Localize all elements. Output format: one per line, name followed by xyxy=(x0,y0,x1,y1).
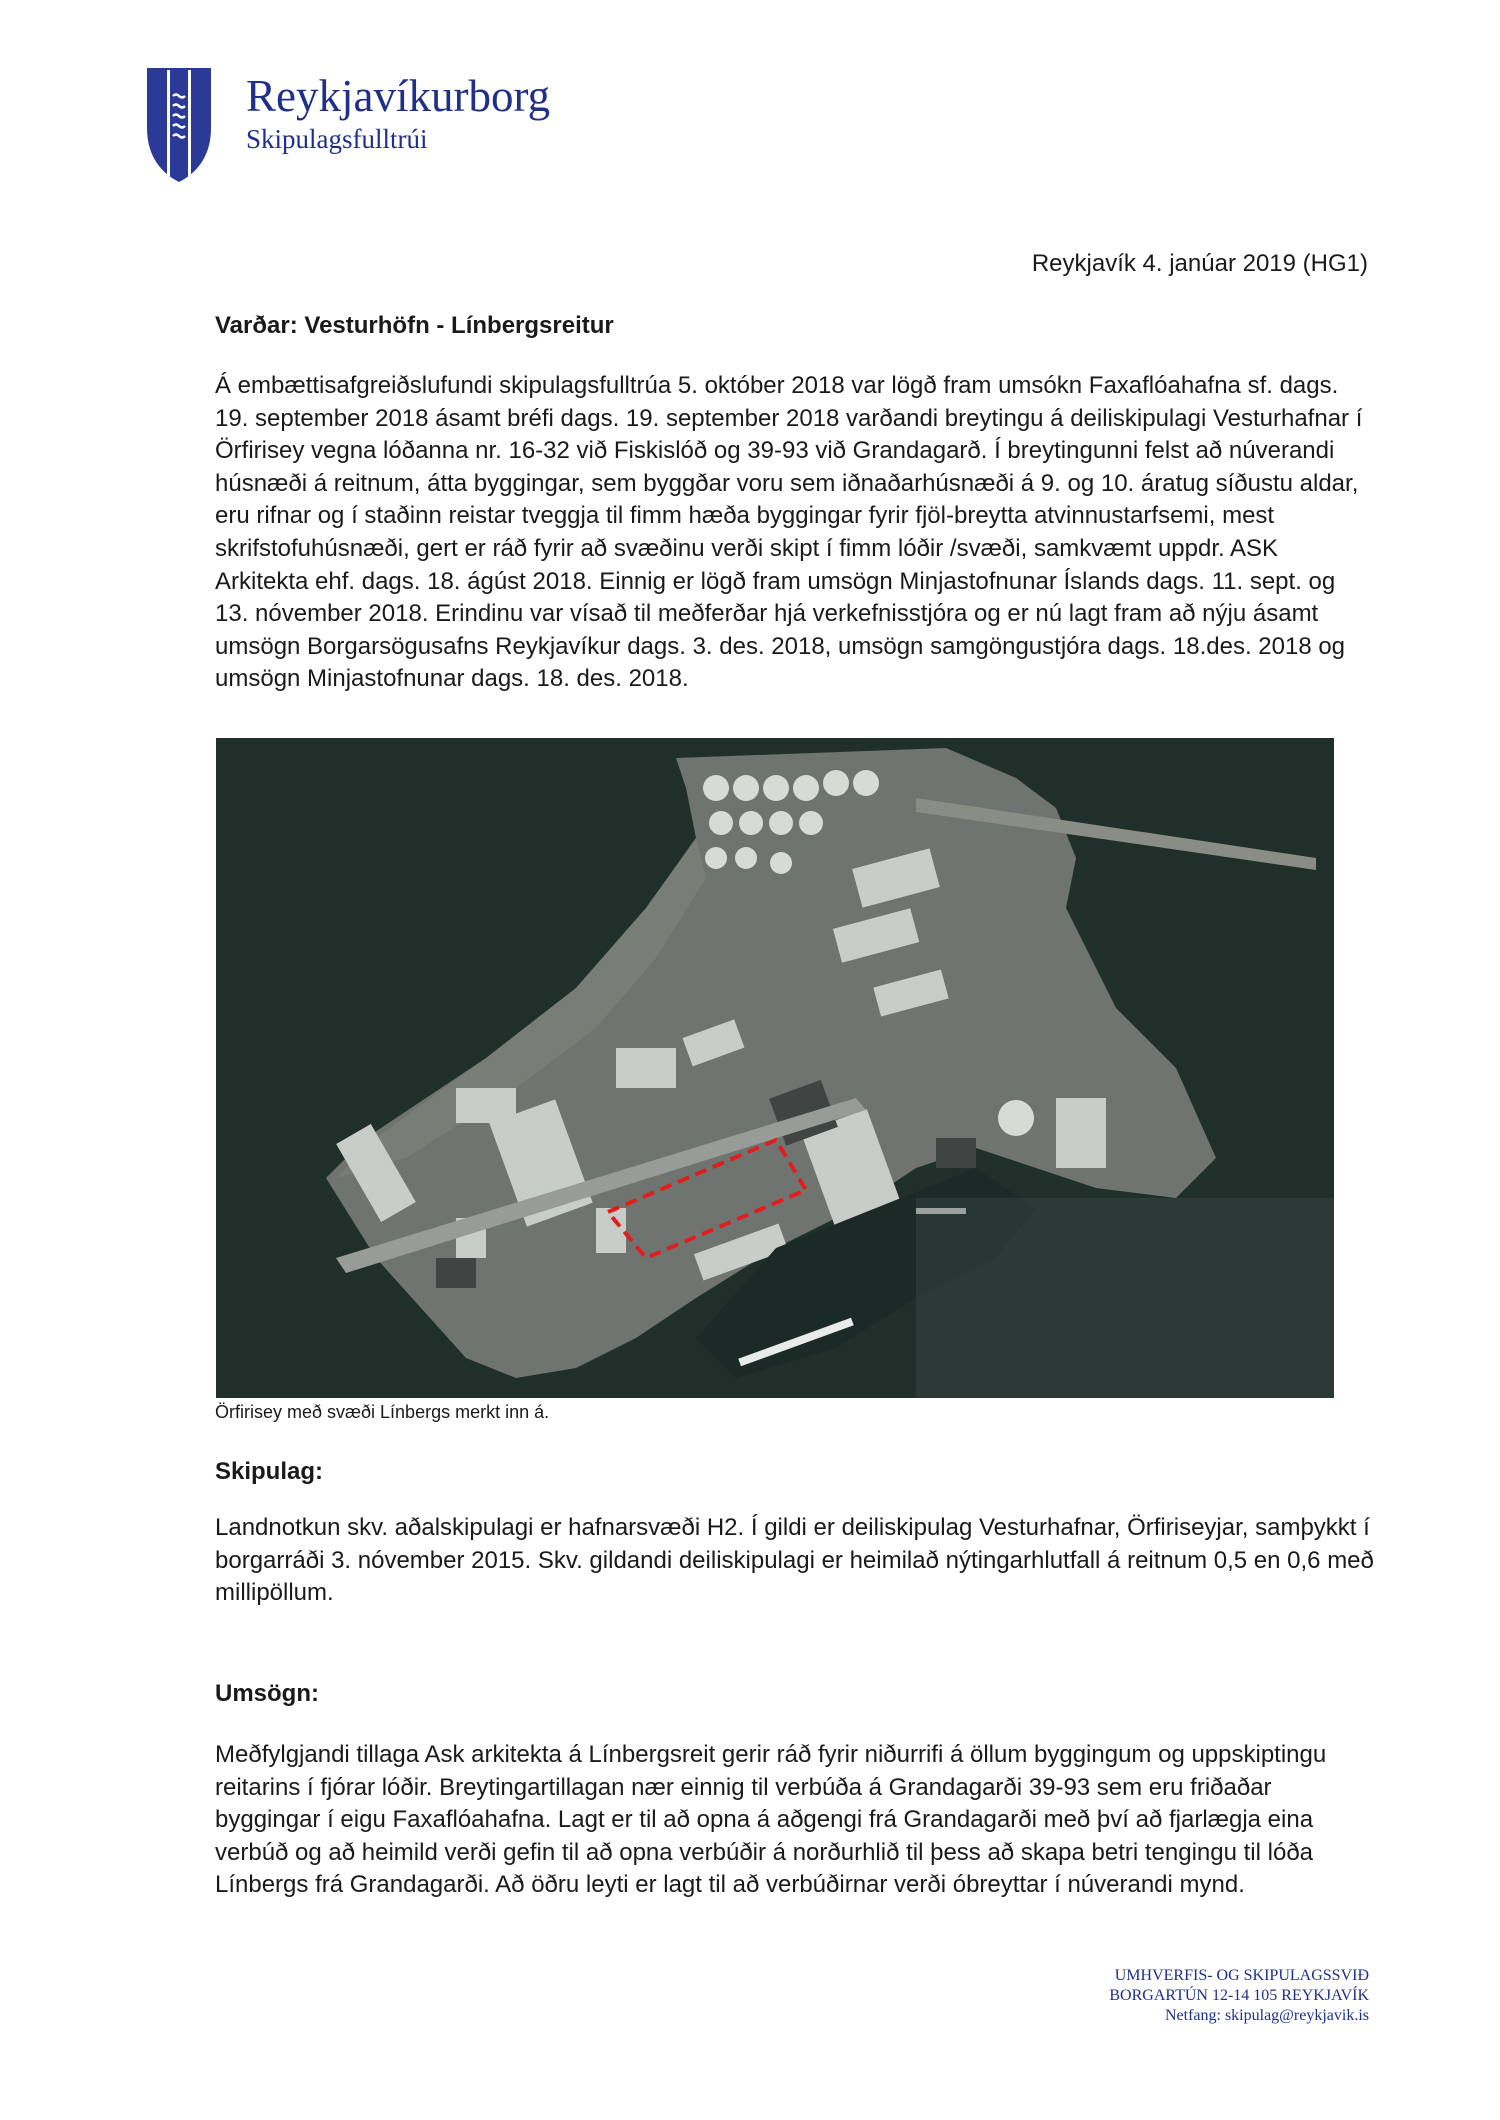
org-subtitle: Skipulagsfulltrúi xyxy=(246,124,428,154)
footer-address xyxy=(1109,1966,1369,2026)
footer-department: UMHVERFIS- OG SKIPULAGSSVIÐ xyxy=(1114,1967,1369,1984)
figure-caption: Örfirisey með svæði Línbergs merkt inn á. xyxy=(215,1402,550,1422)
intro-paragraph: Á embættisafgreiðslufundi skipulagsfulltrúa 5. október 2018 var lögð fram umsókn Faxaflóahafna sf. dags. 19. september 2018 ásamt bréfi dags. 19. september 2018 varðandi breytingu á deiliskipulagi Vesturhafnar í Örfirisey vegna lóðanna nr. 16-32 við Fiskislóð og 39-93 við Grandagarð. Í breytingunni felst að núverandi húsnæði á reitnum, átta byggingar, sem byggðar voru sem iðnaðarhúsnæði á 9. og 10. áratug síðustu aldar, eru rifnar og í staðinn reistar tveggja til fimm hæða byggingar fyrir fjöl-breytta atvinnustarfsemi, mest skrifstofuhúsnæði, gert er ráð fyrir að svæðinu verði skipt í fimm lóðir /svæði, samkvæmt uppdr. ASK Arkitekta ehf. dags. 18. ágúst 2018. Einnig er lögð fram umsögn Minjastofnunar Íslands dags. 11. sept. og 13. nóvember 2018. Erindinu var vísað til meðferðar hjá verkefnisstjóra og er nú lagt fram að nýju ásamt umsögn Borgarsögusafns Reykjavíkur dags. 3. des. 2018, umsögn samgöngustjóra dags. 18.des. 2018 og umsögn Minjastofnunar dags. 18. des. 2018. xyxy=(215,372,1363,693)
letter-subject: Varðar: Vesturhöfn - Línbergsreitur xyxy=(215,312,614,339)
aerial-photo-orfirisey xyxy=(216,738,1334,1398)
reykjavik-coat-of-arms-icon xyxy=(145,66,213,184)
organization-header xyxy=(246,70,550,156)
skipulag-paragraph: Landnotkun skv. aðalskipulagi er hafnarsvæði H2. Í gildi er deiliskipulag Vesturhafnar, Örfiriseyjar, samþykkt í borgarráði 3. nóvember 2015. Skv. gildandi deiliskipulagi er heimilað nýtingarhlutfall á reitnum 0,5 en 0,6 með millipöllum. xyxy=(215,1514,1374,1607)
umsogn-paragraph: Meðfylgjandi tillaga Ask arkitekta á Línbergsreit gerir ráð fyrir niðurrifi á öllum byggingum og uppskiptingu reitarins í fjórar lóðir. Breytingartillagan nær einnig til verbúða á Grandagarði 39-93 sem eru friðaðar byggingar í eigu Faxaflóahafna. Lagt er til að opna á aðgengi frá Grandagarði með því að fjarlægja eina verbúð og að heimild verði gefin til að opna verbúðir á norðurhlið til þess að skapa betri tengingu til lóða Línbergs frá Grandagarði. Að öðru leyti er lagt til að verbúðirnar verði óbreyttar í núverandi mynd. xyxy=(215,1741,1327,1899)
footer-email: Netfang: skipulag@reykjavik.is xyxy=(1164,2007,1369,2024)
letter-date: Reykjavík 4. janúar 2019 (HG1) xyxy=(1031,250,1368,277)
org-name: Reykjavíkurborg xyxy=(246,71,551,121)
section-heading-skipulag: Skipulag: xyxy=(215,1458,324,1485)
footer-street: BORGARTÚN 12-14 105 REYKJAVÍK xyxy=(1109,1987,1369,2004)
section-heading-umsogn: Umsögn: xyxy=(215,1680,319,1707)
